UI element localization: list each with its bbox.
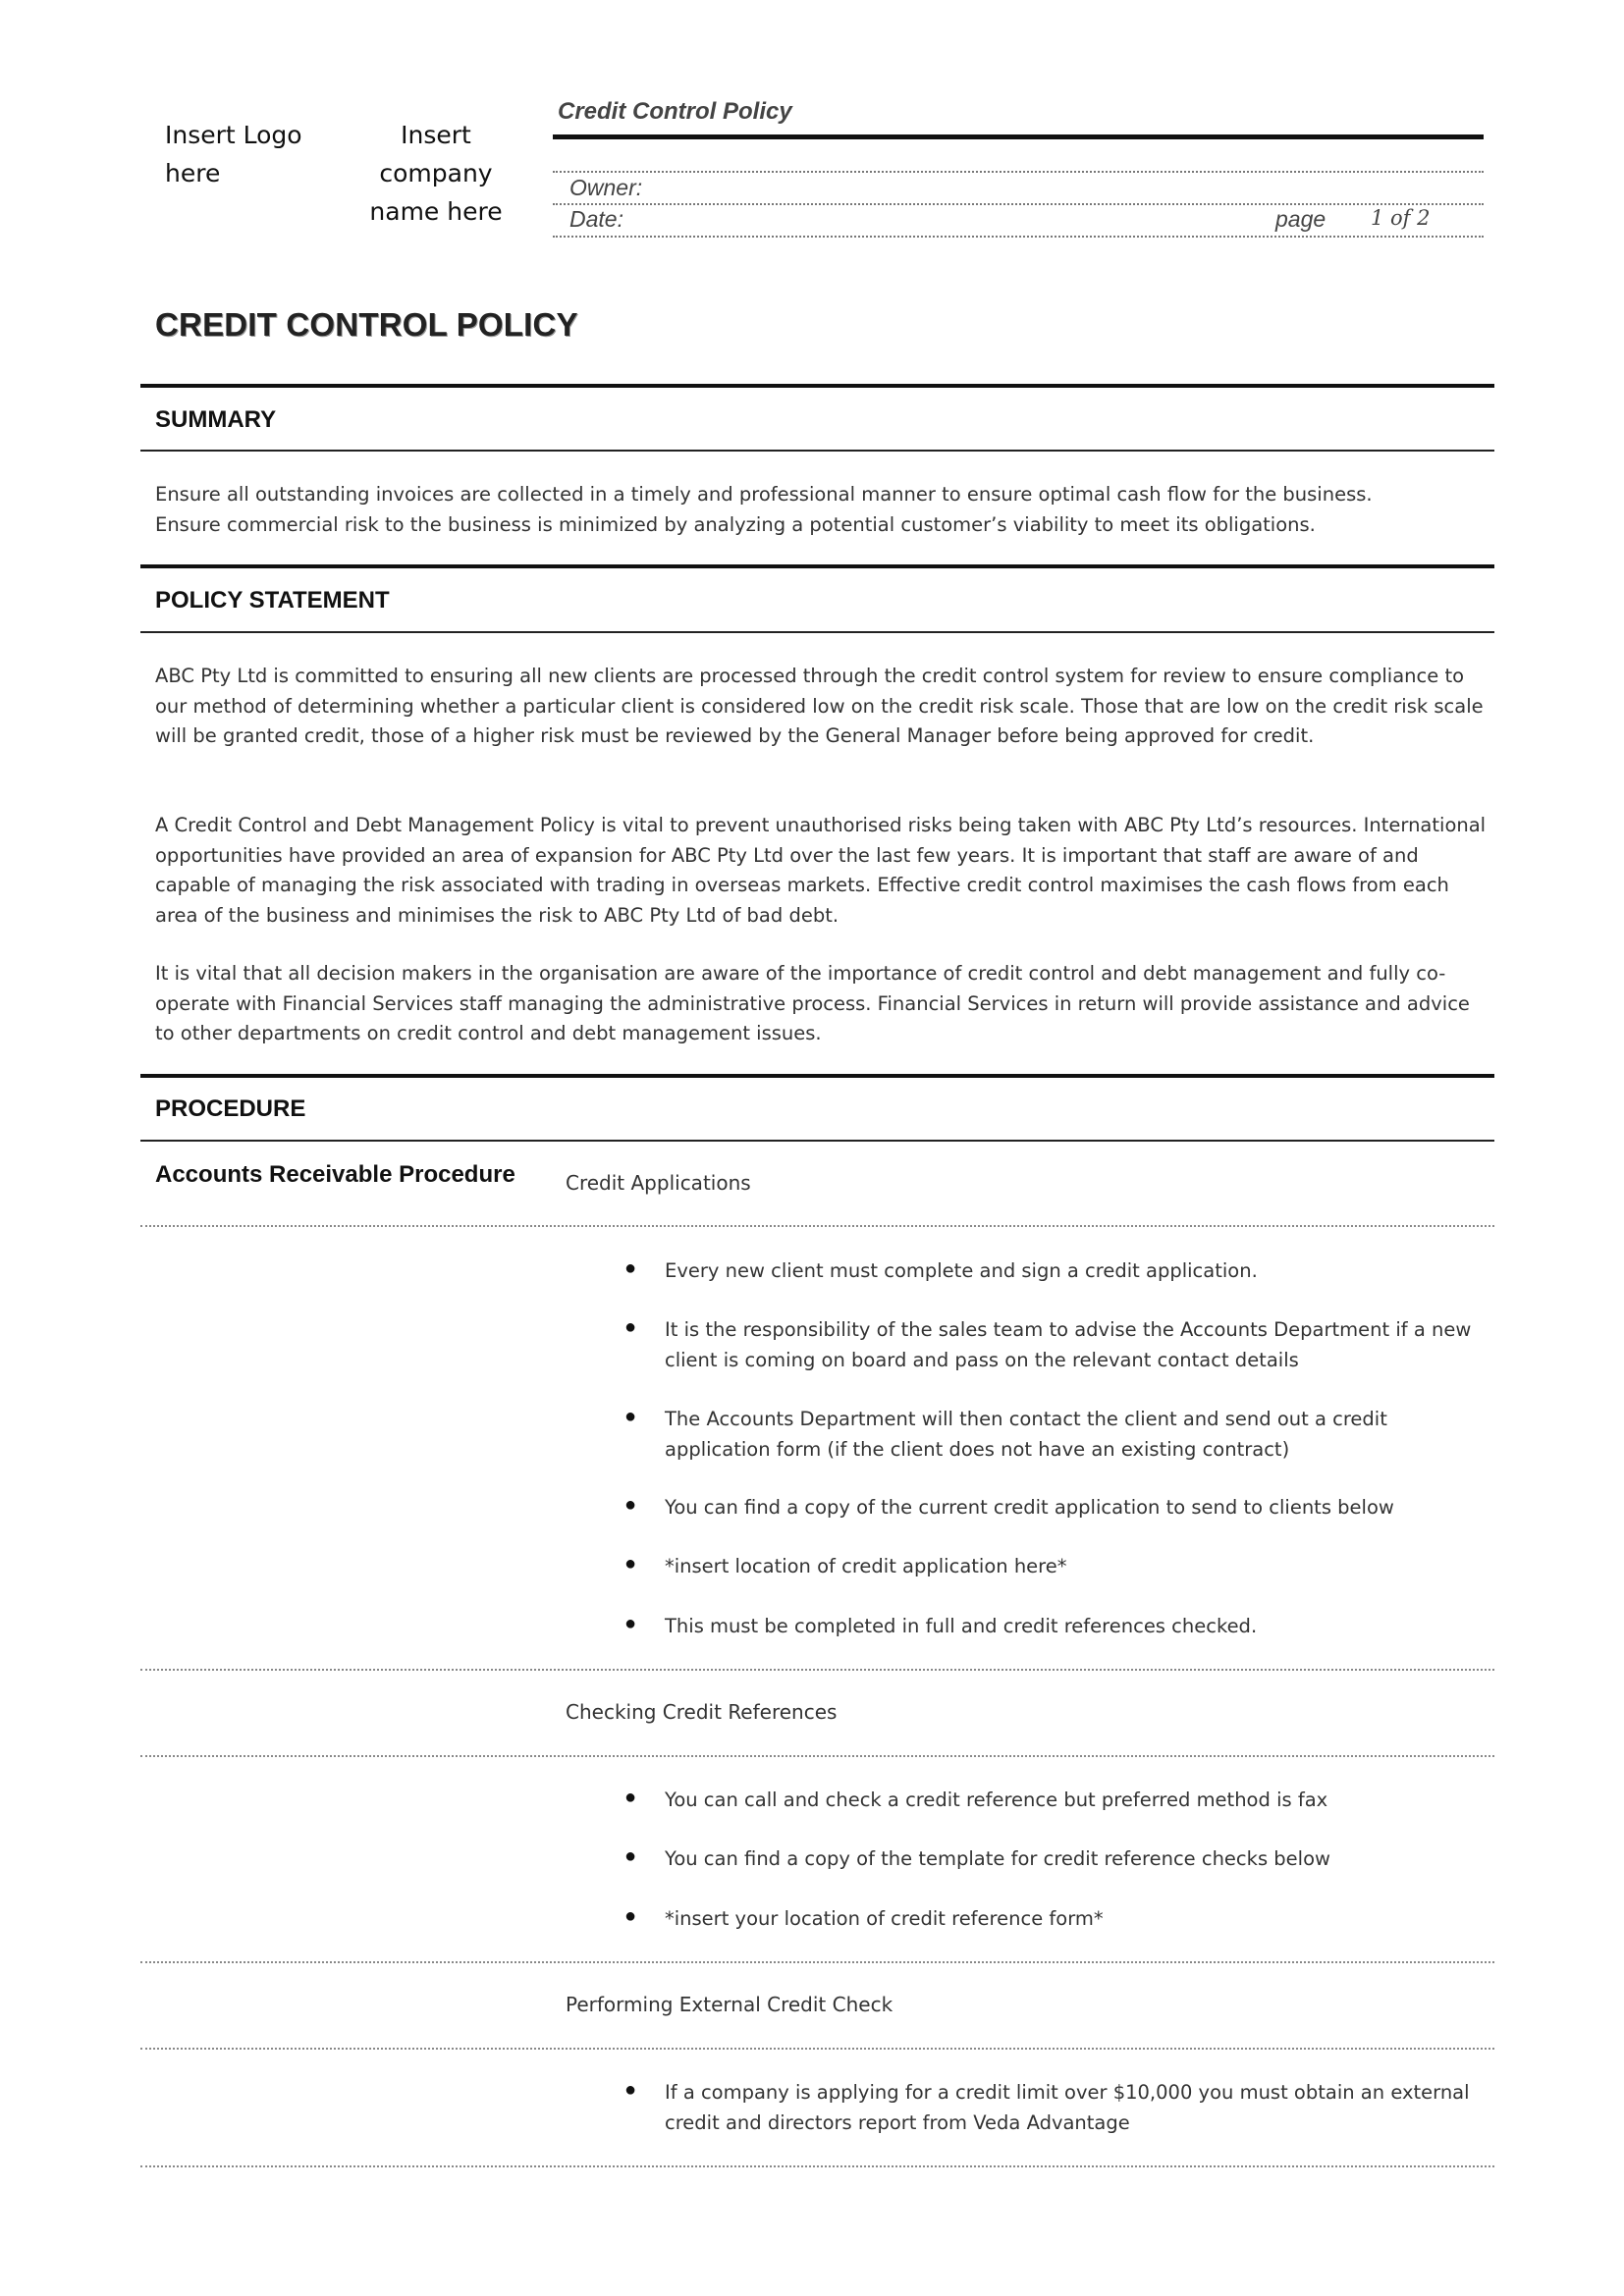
section-rule [140, 384, 1494, 388]
checking-credit-references-heading: Checking Credit References [566, 1700, 838, 1724]
row-divider [140, 2165, 1494, 2167]
credit-applications-heading: Credit Applications [566, 1171, 751, 1195]
header-dotted-line [553, 203, 1484, 205]
section-rule [140, 631, 1494, 633]
bullet-icon: ● [624, 1494, 637, 1516]
bullet-icon: ● [624, 1787, 637, 1808]
date-label: Date: [569, 206, 623, 232]
company-name-placeholder [348, 116, 524, 231]
section-rule [140, 1140, 1494, 1142]
list-item: If a company is applying for a credit limit over $10,000 you must obtain an external credit and directors report from Veda Advantage [665, 2081, 1470, 2134]
company-name-line2: name here [369, 197, 503, 226]
logo-placeholder-line1: Insert Logo [165, 121, 302, 149]
logo-placeholder [165, 116, 302, 192]
policy-paragraph: ABC Pty Ltd is committed to ensuring all new clients are processed through the credit control system for review to ensure compliance to our method of determining whether a particular client is considered low on the credit risk scale. Those that are low on the credit risk scale will be granted credit, those of a higher risk must be reviewed by the General Manager before being approved for credit. [155, 665, 1484, 747]
bullet-icon: ● [624, 2079, 637, 2101]
bullet-icon: ● [624, 1613, 637, 1634]
row-divider [140, 1961, 1494, 1963]
header-rule [553, 134, 1484, 139]
list-item: *insert your location of credit reference form* [665, 1907, 1104, 1930]
bullet-icon: ● [624, 1905, 637, 1927]
bullet-icon: ● [624, 1257, 637, 1279]
accounts-receivable-label: Accounts Receivable Procedure [155, 1161, 515, 1188]
bullet-icon: ● [624, 1406, 637, 1427]
section-rule [140, 564, 1494, 568]
procedure-heading: PROCEDURE [155, 1095, 306, 1122]
owner-label: Owner: [569, 175, 643, 200]
row-divider [140, 1755, 1494, 1757]
header-dotted-line [553, 236, 1484, 238]
list-item: This must be completed in full and credit references checked. [665, 1615, 1258, 1637]
summary-heading: SUMMARY [155, 406, 277, 433]
page-title: CREDIT CONTROL POLICY [155, 306, 578, 343]
summary-line: Ensure commercial risk to the business is minimized by analyzing a potential customer’s viability to meet its obligations. [155, 512, 1316, 536]
list-item: Every new client must complete and sign a credit application. [665, 1259, 1258, 1282]
list-item: You can find a copy of the template for credit reference checks below [665, 1847, 1330, 1870]
bullet-icon: ● [624, 1316, 637, 1338]
summary-line: Ensure all outstanding invoices are collected in a timely and professional manner to ensure optimal cash flow for the business. [155, 483, 1373, 506]
header-document-title: Credit Control Policy [558, 98, 792, 125]
list-item: The Accounts Department will then contact the client and send out a credit application form (if the client does not have an existing contract) [665, 1408, 1387, 1461]
external-credit-check-heading: Performing External Credit Check [566, 1993, 893, 2016]
list-item: *insert location of credit application here* [665, 1555, 1067, 1577]
policy-paragraph: A Credit Control and Debt Management Policy is vital to prevent unauthorised risks being taken with ABC Pty Ltd’s resources. International opportunities have provided an area of expansion for ABC Pty Ltd over the last few years. It is important that staff are aware of and capable of managing the risk associated with trading in overseas markets. Effective credit control maximises the cash flows from each area of the business and minimises the risk to ABC Pty Ltd of bad debt. [155, 814, 1487, 927]
row-divider [140, 2048, 1494, 2050]
list-item: You can find a copy of the current credit application to send to clients below [665, 1496, 1394, 1519]
list-item: You can call and check a credit reference but preferred method is fax [665, 1789, 1328, 1811]
bullet-icon: ● [624, 1845, 637, 1867]
row-divider [140, 1225, 1494, 1227]
section-rule [140, 450, 1494, 452]
page-number: 1 of 2 [1371, 206, 1431, 230]
logo-placeholder-line2: here [165, 159, 221, 187]
list-item: It is the responsibility of the sales team to advise the Accounts Department if a new client is coming on board and pass on the relevant contact details [665, 1318, 1472, 1371]
bullet-icon: ● [624, 1553, 637, 1575]
section-rule [140, 1074, 1494, 1078]
row-divider [140, 1669, 1494, 1671]
summary-text [155, 480, 1500, 540]
policy-statement-heading: POLICY STATEMENT [155, 587, 390, 614]
page-label: page [1275, 206, 1326, 232]
header-dotted-line [553, 171, 1484, 173]
company-name-line1: Insert company [379, 121, 493, 187]
policy-paragraph: It is vital that all decision makers in the organisation are aware of the importance of credit control and debt management and fully co-operate with Financial Services staff managing the administrative process. Financial Services in return will provide assistance and advice to other departments on credit control and debt management issues. [155, 962, 1470, 1044]
